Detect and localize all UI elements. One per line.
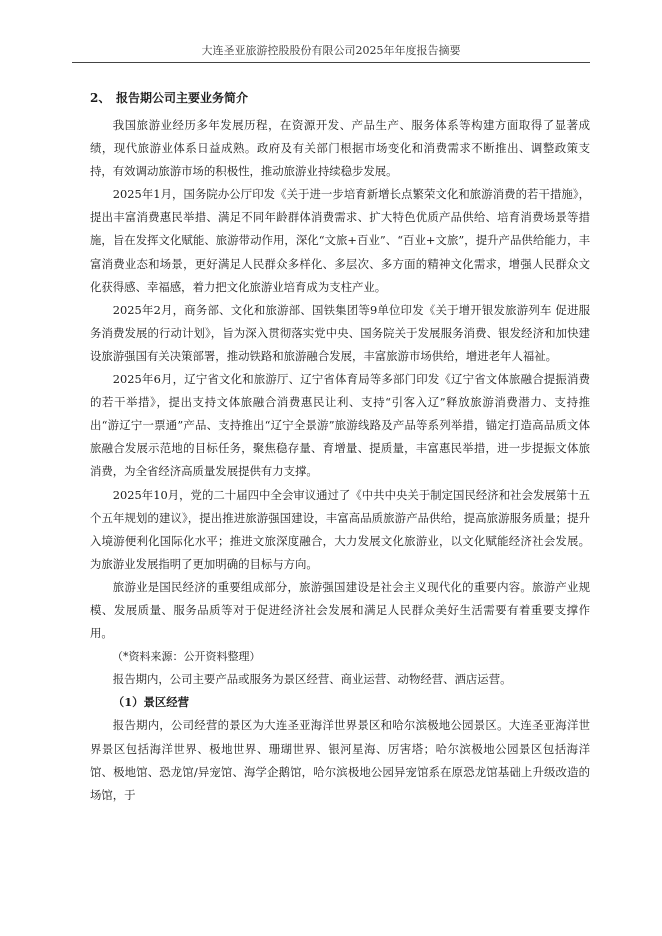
paragraph-policy-jan: 2025年1月，国务院办公厅印发《关于进一步培育新增长点繁荣文化和旅游消费的若干措施》，提出丰富消费惠民举措、满足不同年龄群体消费需求、扩大特色优质产品供给、培育消费场景等措施，旨在发挥文化赋能、旅游带动作用，深化“文旅+百业”、“百业+文旅”，提升产品供给能力，丰富消费业态和场景，更好满足人民群众多样化、多层次、多方面的精神文化需求，增强人民群众文化获得感、幸福感，着力把文化旅游业培育成为支柱产业。 bbox=[90, 187, 590, 294]
page-body bbox=[90, 88, 590, 807]
page-header: 大连圣亚旅游控股股份有限公司2025年年度报告摘要 bbox=[201, 44, 461, 57]
source-note: （*资料来源：公开资料整理） bbox=[112, 650, 261, 664]
paragraph-industry-importance: 旅游业是国民经济的重要组成部分，旅游强国建设是社会主义现代化的重要内容。旅游产业规模、发展质量、服务品质等对于促进经济社会发展和满足人民群众美好生活需要有着重要支撑作用。 bbox=[90, 579, 590, 641]
header-divider bbox=[72, 62, 590, 63]
paragraph-overview: 我国旅游业经历多年发展历程，在资源开发、产品生产、服务体系等构建方面取得了显著成绩，现代旅游业体系日益成熟。政府及有关部门根据市场变化和消费需求不断推出、调整政策支持，有效调动旅游市场的积极性，推动旅游业持续稳步发展。 bbox=[90, 118, 590, 179]
section-number: 2、 bbox=[90, 91, 111, 105]
section-title: 报告期公司主要业务简介 bbox=[116, 91, 249, 105]
paragraph-business-intro: 报告期内，公司主要产品或服务为景区经营、商业运营、动物经营、酒店运营。 bbox=[112, 672, 512, 687]
subsection-heading: （1）景区经营 bbox=[112, 695, 190, 710]
section-heading bbox=[90, 88, 590, 108]
paragraph-policy-jun: 2025年6月，辽宁省文化和旅游厅、辽宁省体育局等多部门印发《辽宁省文体旅融合提振消费的若干举措》，提出支持文体旅融合消费惠民让利、支持“引客入辽”释放旅游消费潜力、支持推出“游辽宁一票通”产品、支持推出“辽宁全景游”旅游线路及产品等系列举措，锚定打造高品质文体旅融合发展示范地的目标任务，聚焦稳存量、育增量、提质量，丰富惠民举措，进一步提振文体旅消费，为全省经济高质量发展提供有力支撑。 bbox=[90, 372, 590, 479]
paragraph-scenic-operations: 报告期内，公司经营的景区为大连圣亚海洋世界景区和哈尔滨极地公园景区。大连圣亚海洋世界景区包括海洋世界、极地世界、珊瑚世界、银河星海、厉害塔；哈尔滨极地公园景区包括海洋馆、极地馆、恐龙馆/异宠馆、海学企鹅馆，哈尔滨极地公园异宠馆系在原恐龙馆基础上升级改造的场馆，于 bbox=[90, 718, 590, 802]
paragraph-policy-feb: 2025年2月，商务部、文化和旅游部、国铁集团等9单位印发《关于增开银发旅游列车 促进服务消费发展的行动计划》，旨为深入贯彻落实党中央、国务院关于发展服务消费、银发经济和加快建设旅游强国有关决策部署，推动铁路和旅游融合发展，丰富旅游市场供给，增进老年人福祉。 bbox=[90, 302, 590, 363]
paragraph-policy-oct: 2025年10月，党的二十届四中全会审议通过了《中共中央关于制定国民经济和社会发展第十五个五年规划的建议》，提出推进旅游强国建设，丰富高品质旅游产品供给，提高旅游服务质量；提升入境游便利化国际化水平；推进文旅深度融合，大力发展文化旅游业，以文化赋能经济社会发展。为旅游业发展指明了更加明确的目标与方向。 bbox=[90, 487, 590, 571]
